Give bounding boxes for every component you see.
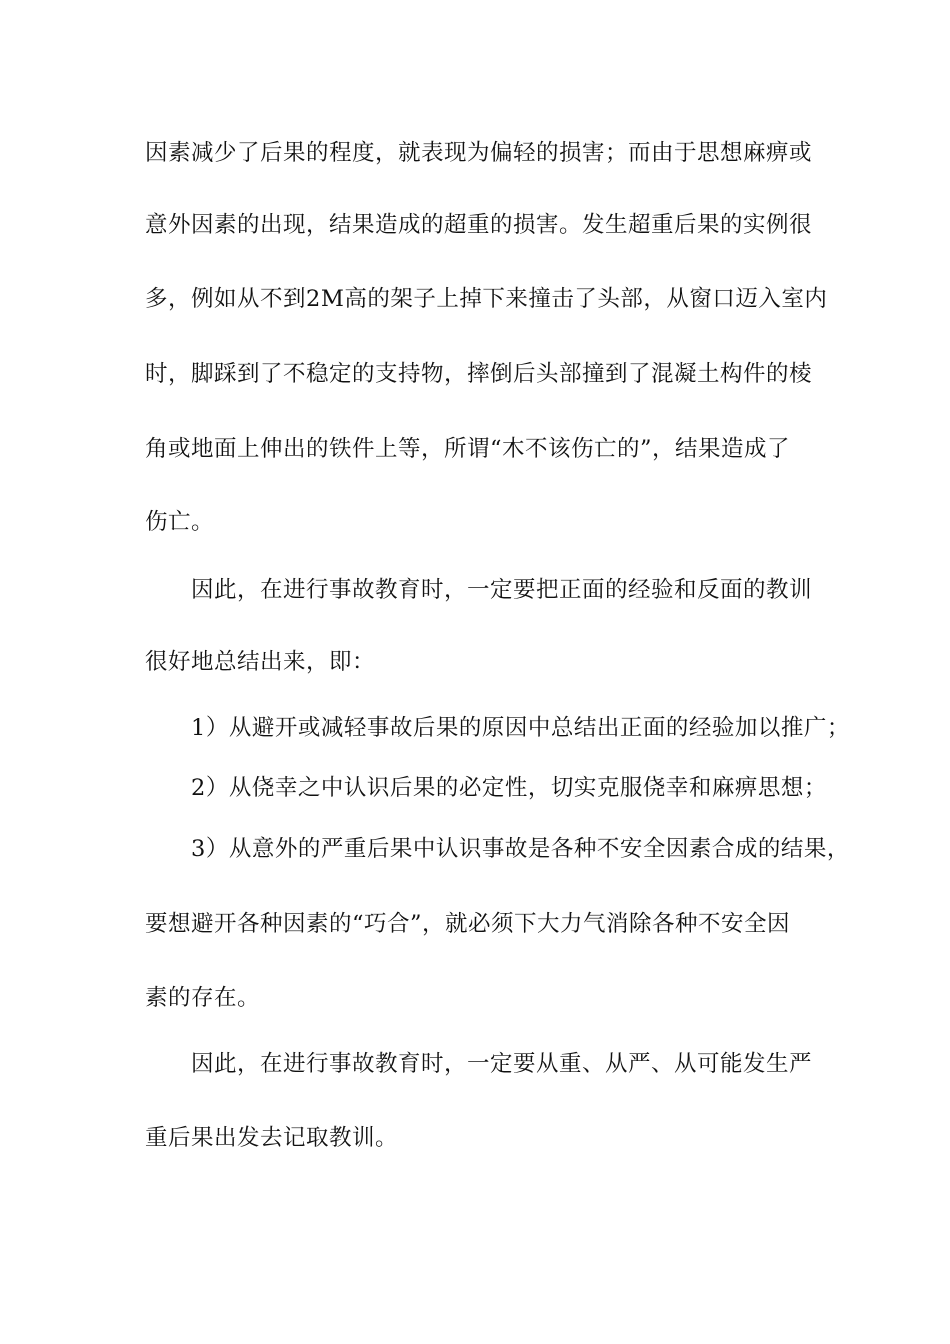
paragraph-line: 意外因素的出现，结果造成的超重的损害。发生超重后果的实例很 [145,212,813,238]
paragraph-line: 因素减少了后果的程度，就表现为偏轻的损害；而由于思想麻痹或 [145,140,813,166]
list-item: 2）从侥幸之中认识后果的必定性，切实克服侥幸和麻痹思想； [191,775,827,801]
paragraph-line: 要想避开各种因素的“巧合”，就必须下大力气消除各种不安全因 [145,911,791,937]
paragraph-line: 很好地总结出来，即： [145,649,376,675]
paragraph-line: 因此，在进行事故教育时，一定要把正面的经验和反面的教训 [191,577,813,603]
list-item: 3）从意外的严重后果中认识事故是各种不安全因素合成的结果， [191,836,850,862]
list-item: 1）从避开或减轻事故后果的原因中总结出正面的经验加以推广； [191,715,850,741]
paragraph-line: 时，脚踩到了不稳定的支持物，摔倒后头部撞到了混凝土构件的棱 [145,361,813,387]
paragraph-line: 多，例如从不到2M高的架子上掉下来撞击了头部，从窗口迈入室内 [145,286,828,312]
paragraph-line: 重后果出发去记取教训。 [145,1125,399,1151]
paragraph-line: 素的存在。 [145,985,261,1011]
paragraph-line: 伤亡。 [145,509,215,535]
paragraph-line: 角或地面上伸出的铁件上等，所谓“木不该伤亡的”，结果造成了 [145,436,791,462]
paragraph-line: 因此，在进行事故教育时，一定要从重、从严、从可能发生严 [191,1051,813,1077]
